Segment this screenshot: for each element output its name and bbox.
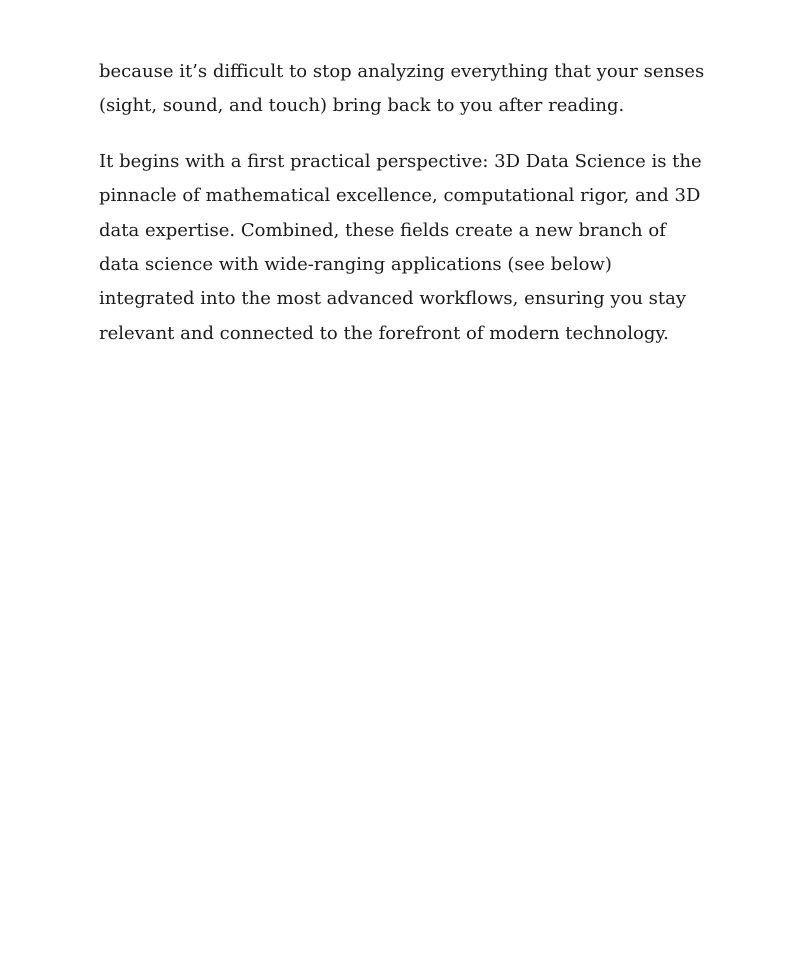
article-body: [99, 55, 709, 372]
article-paragraph: because it’s difficult to stop analyzing everything that your senses (sight, sound, and touch) bring back to you after reading.: [99, 61, 705, 117]
article-paragraph: It begins with a first practical perspective: 3D Data Science is the pinnacle of mathematical excellence, computational rigor, and 3D data expertise. Combined, these fields create a new branch of data science with wide-ranging applications (see below) integrated into the most advanced workflows, ensuring you stay relevant and connected to the forefront of modern technology.: [99, 150, 702, 344]
